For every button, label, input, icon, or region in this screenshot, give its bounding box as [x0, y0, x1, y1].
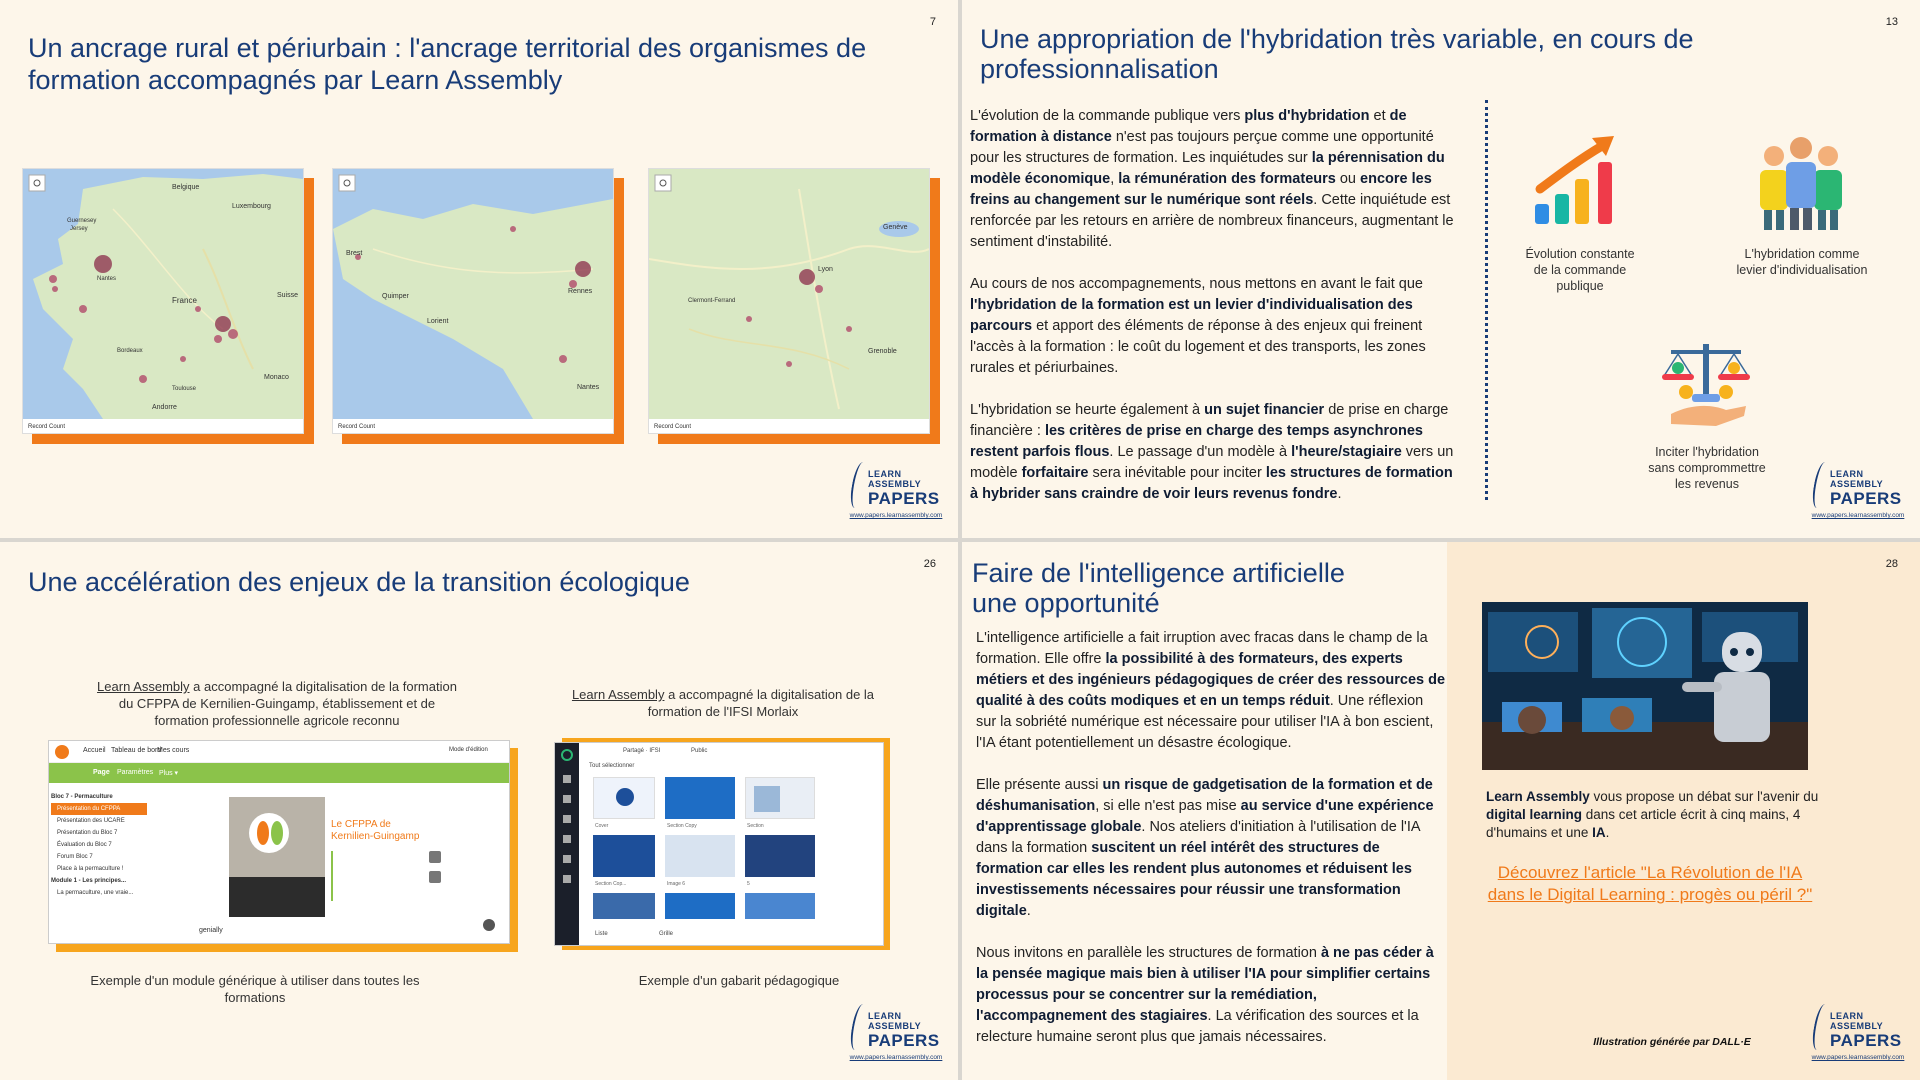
text-run: Au cours de nos accompagnements, nous mettons en avant le fait que [970, 276, 1423, 292]
text-run: Nous invitons en parallèle les structures de formation [976, 945, 1321, 961]
page-number: 13 [1885, 16, 1898, 28]
map-label: Quimper [382, 293, 409, 300]
slide-26 [0, 542, 958, 1080]
menu-item[interactable]: Place à la permaculture ! [57, 866, 124, 872]
illustration-credit: Illustration générée par DALL·E [1593, 1036, 1751, 1048]
text-run: et apport des éléments de réponse à des enjeux qui freinent l'accès à la formation : le coût du logement et des transports, les zones rurales et périurbaines. [970, 318, 1426, 376]
page-number: 7 [929, 16, 936, 28]
template-card[interactable] [745, 835, 815, 877]
map-label: Lyon [818, 266, 833, 273]
cfppa-photo [229, 797, 325, 917]
text-run: . La vérification des sources et la relecture humaine seront plus que jamais nécessaires. [976, 1008, 1419, 1045]
bold-run: l'heure/stagiaire [1291, 444, 1402, 460]
edit-icon[interactable] [429, 851, 441, 863]
slide-title: Un ancrage rural et périurbain : l'ancrage territorial des organismes de formation accompagnés par Learn Assembly [28, 33, 867, 95]
map-auvergne-svg [649, 169, 929, 419]
slide-body [970, 106, 1460, 526]
bold-run: au service d'une expérience d'apprentissage globale [976, 798, 1434, 835]
nav-tableau-de-bord[interactable]: Tableau de bord [111, 747, 162, 754]
bold-run: Learn Assembly [1486, 789, 1590, 804]
bold-run: plus d'hybridation [1244, 108, 1370, 124]
menu-item[interactable]: Évaluation du Bloc 7 [57, 842, 112, 848]
bold-run: digital learning [1486, 807, 1583, 822]
record-count-legend: Record Count [28, 424, 66, 430]
slide-body [976, 628, 1446, 1069]
text-run: . Cette inquiétude est renforcée par les retours en arrière de nombreux financeurs, augmentant le sentiment d'instabilité. [970, 192, 1454, 250]
text-run: dans cet article écrit à cinq mains, 4 d'humains et une [1486, 807, 1801, 840]
map-label: Rennes [568, 288, 593, 295]
map-label: Genève [883, 224, 908, 231]
bold-run: à ne pas céder à la pensée magique mais bien à utiliser l'IA pour simplifier certains processus pour se concentrer sur la remédiation, l'accompagnement des stagiaires [976, 945, 1434, 1024]
tab-parametres[interactable]: Paramètres [117, 769, 154, 776]
map-label: France [172, 296, 197, 305]
bold-run: les critères de prise en charge des temps asynchrones restent parfois flous [970, 423, 1423, 460]
paragraph-2 [976, 775, 1446, 922]
map-label: Nantes [577, 384, 600, 391]
sidebar-tool-icon[interactable] [563, 775, 571, 783]
template-card[interactable] [665, 777, 735, 819]
app-logo-icon [561, 749, 573, 761]
paragraph-3 [976, 943, 1446, 1048]
template-card[interactable] [665, 835, 735, 877]
template-card[interactable] [745, 893, 815, 919]
map-label: Nantes [97, 276, 117, 282]
text-run: sera inévitable pour inciter [1088, 465, 1266, 481]
map-label: Brest [346, 250, 363, 257]
text-run: . [1026, 903, 1031, 919]
text-run: Elle présente aussi [976, 777, 1103, 793]
text-run: . Une réflexion sur la sobriété numérique est nécessaire pour utiliser l'IA à bon escient, l'IA étant potentiellement un désastre écologique. [976, 693, 1434, 751]
nav-accueil[interactable]: Accueil [83, 747, 106, 754]
bold-run: un risque de gadgetisation [1102, 777, 1288, 793]
text-run: de prise en charge financière : [970, 402, 1449, 439]
nav-next-icon[interactable] [483, 919, 495, 931]
doc-title: Le CFPPA de Kernilien-Guingamp [331, 819, 420, 842]
template-card[interactable] [745, 777, 815, 819]
map-label: Lorient [427, 318, 449, 325]
sidebar-tool-icon[interactable] [563, 875, 571, 883]
menu-item[interactable]: Forum Bloc 7 [57, 854, 93, 860]
map-label: Andorre [152, 404, 177, 411]
map-label: Luxembourg [232, 203, 271, 210]
bold-run: les structures de formation à hybrider sans craindre de voir leurs revenus fondre [970, 465, 1453, 502]
text-run: . [1337, 486, 1342, 502]
bold-run: la pérennisation du modèle économique [970, 150, 1445, 187]
menu-item[interactable]: Présentation du Bloc 7 [57, 830, 118, 836]
learn-assembly-logo[interactable]: LEARN ASSEMBLY PAPERS www.papers.learnassembly.com [846, 1004, 946, 1068]
paragraph-3 [970, 400, 1460, 505]
template-card[interactable] [593, 893, 655, 919]
map-label: Grenoble [868, 348, 897, 355]
card-label: Section Copy [667, 823, 697, 829]
page-number: 28 [1885, 558, 1898, 570]
people-group-icon [1746, 134, 1856, 234]
paragraph-1 [970, 106, 1460, 253]
sidebar-tool-icon[interactable] [563, 835, 571, 843]
course-menu [51, 791, 147, 899]
feather-icon [1810, 462, 1832, 508]
icon-caption: Évolution constante de la commande publique [1525, 247, 1635, 293]
record-count-legend: Record Count [654, 424, 692, 430]
text-run: . Le passage d'un modèle à [1109, 444, 1292, 460]
bold-run: la rémunération des formateurs [1118, 171, 1336, 187]
menu-item[interactable]: Bloc 7 - Permaculture [51, 794, 113, 800]
sidebar-tool-icon[interactable] [563, 855, 571, 863]
feather-icon [1810, 1004, 1832, 1050]
map-france[interactable] [22, 168, 304, 434]
text-run: n'est pas toujours perçue comme une opportunité pour les structures de formation. Les inquiétudes sur [970, 129, 1434, 166]
bold-run: la possibilité à des formateurs, des experts métiers et des ingénieurs pédagogiques de créer des ressources de qualité à des coûts modiques et en un temps réduit [976, 651, 1446, 709]
map-label: Jersey [70, 226, 88, 232]
bold-run: de formation à distance [970, 108, 1407, 145]
bold-run: IA [1592, 825, 1606, 840]
slide-title: Une accélération des enjeux de la transition écologique [28, 567, 690, 597]
text-run: L'évolution de la commande publique vers [970, 108, 1245, 124]
edit-icon[interactable] [429, 871, 441, 883]
bold-run: l'hybridation de la formation est un levier d'individualisation des parcours [970, 297, 1413, 334]
tab-page[interactable]: Page [93, 769, 110, 776]
breadcrumb[interactable]: Partagé · IFSI [623, 748, 661, 754]
visibility-select[interactable]: Public [691, 748, 708, 754]
learn-assembly-logo[interactable]: LEARN ASSEMBLY PAPERS www.papers.learnassembly.com [1808, 1004, 1908, 1068]
slide-13 [962, 0, 1920, 538]
dotted-separator [1485, 100, 1488, 500]
card-label: 5 [747, 881, 750, 887]
text-run: vers un modèle [970, 444, 1454, 481]
menu-item[interactable]: Module 1 - Les principes... [51, 878, 127, 884]
slide-title: Une appropriation de l'hybridation très variable, en cours de professionnalisation [980, 24, 1694, 84]
card-label: Section Cop... [595, 881, 627, 887]
edit-mode-toggle[interactable]: Mode d'édition [449, 747, 488, 753]
menu-item[interactable]: Présentation du CFPPA [51, 803, 147, 815]
card-label: Image 6 [667, 881, 686, 887]
template-card[interactable] [593, 777, 655, 819]
bold-run: de la formation et de déshumanisation [976, 777, 1433, 814]
text-run: L'hybridation se heurte également à [970, 402, 1205, 418]
map-label: Bordeaux [117, 348, 143, 354]
bold-run: forfaitaire [1021, 465, 1089, 481]
editor-sidebar [555, 743, 579, 946]
text-run: . [1605, 825, 1610, 840]
side-text [1486, 788, 1826, 842]
map-label: Clermont-Ferrand [688, 298, 736, 304]
nav-mes-cours[interactable]: Mes cours [157, 747, 190, 754]
article-link[interactable]: Découvrez l'article "La Révolution de l'IA dans le Digital Learning : progès ou péril ?" [1487, 863, 1813, 904]
caption-right: Learn Assembly a accompagné la digitalisation de la formation de l'IFSI Morlaix [571, 687, 875, 719]
slide-28 [962, 542, 1920, 1080]
bottom-caption-left: Exemple d'un module générique à utiliser dans toutes les formations [90, 973, 420, 1005]
text-run: et [1369, 108, 1390, 124]
balance-scale-icon [1656, 334, 1756, 434]
page-number: 26 [923, 558, 936, 570]
ai-illustration [1482, 602, 1808, 770]
menu-item[interactable]: La permaculture, une vraie... [57, 890, 134, 896]
card-label: Section [747, 823, 764, 829]
growth-chart-icon [1530, 134, 1630, 234]
sidebar-tool-icon[interactable] [563, 795, 571, 803]
text-run: ou [1335, 171, 1361, 187]
select-all[interactable]: Tout sélectionner [589, 763, 635, 769]
icon-caption: Inciter l'hybridation sans comprommettre les revenus [1648, 445, 1766, 491]
genially-brand: genially [199, 927, 223, 934]
caption-left: Learn Assembly a accompagné la digitalisation de la formation du CFPPA de Kernilien-Guingamp, établissement et de formation professionnelle agricole reconnu [97, 679, 457, 728]
icon-caption: L'hybridation comme levier d'individualisation [1736, 247, 1868, 277]
bold-run: encore les freins au changement sur le numérique sont réels [970, 171, 1432, 208]
text-run: , si elle n'est pas mise [1095, 798, 1241, 814]
map-auvergne[interactable] [648, 168, 930, 434]
text-run: , [1110, 171, 1119, 187]
slide-7 [0, 0, 958, 538]
map-label: Belgique [172, 184, 200, 191]
learn-assembly-link[interactable]: Learn Assembly [571, 687, 665, 702]
template-card[interactable] [593, 835, 655, 877]
learn-assembly-logo[interactable]: LEARN ASSEMBLY PAPERS www.papers.learnassembly.com [846, 462, 946, 526]
map-label: Suisse [277, 292, 299, 299]
map-bretagne[interactable] [332, 168, 614, 434]
text-run: L'intelligence artificielle a fait irruption avec fracas dans le champ de la formation. Elle offre [976, 630, 1428, 667]
menu-item[interactable]: Présentation des UCARE [57, 818, 125, 824]
tab-plus[interactable]: Plus ▾ [159, 770, 179, 777]
bottom-caption-right: Exemple d'un gabarit pédagogique [638, 973, 840, 988]
feather-icon [848, 462, 870, 508]
map-label: Guernesey [67, 218, 97, 224]
map-label: Monaco [264, 374, 289, 381]
record-count-legend: Record Count [338, 424, 376, 430]
learn-assembly-logo[interactable]: LEARN ASSEMBLY PAPERS www.papers.learnassembly.com [1808, 462, 1908, 526]
view-list[interactable]: Liste [595, 931, 608, 937]
text-run: . Nos ateliers d'initiation à l'utilisation de l'IA dans la formation [976, 819, 1420, 856]
feather-icon [848, 1004, 870, 1050]
learn-assembly-link[interactable]: Learn Assembly [97, 679, 190, 694]
bold-run: un sujet financier [1204, 402, 1325, 418]
paragraph-1 [976, 628, 1446, 754]
view-grid[interactable]: Grille [659, 931, 674, 937]
cfppa-logo-icon [55, 745, 69, 759]
bold-run: suscitent un réel intérêt des structures de formation car elles les rendent plus autonomes et réduisent les investissements nécessaires pour réussir une transformation digitale [976, 840, 1412, 919]
template-card[interactable] [665, 893, 735, 919]
text-run: vous propose un débat sur l'avenir du [1589, 789, 1819, 804]
paragraph-2 [970, 274, 1460, 379]
map-label: Toulouse [172, 386, 197, 392]
slide-title: Faire de l'intelligence artificielle une opportunité [972, 558, 1345, 618]
sidebar-tool-icon[interactable] [563, 815, 571, 823]
card-label: Cover [595, 823, 609, 829]
